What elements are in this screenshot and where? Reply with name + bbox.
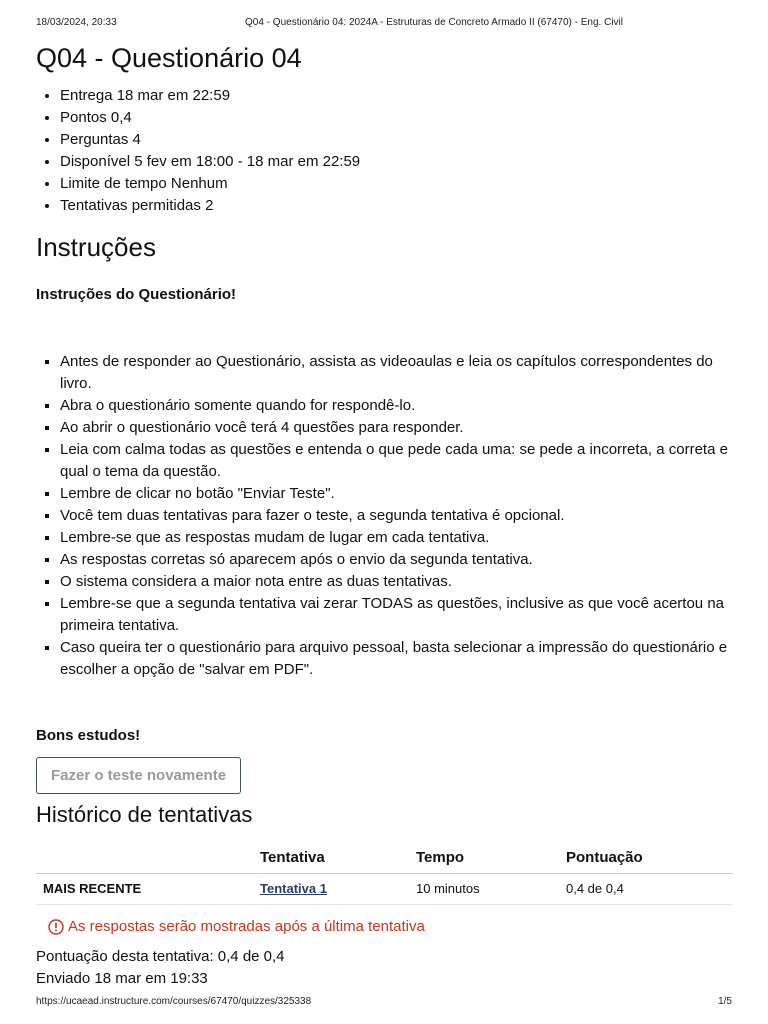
- print-url: https://ucaead.instructure.com/courses/67470/quizzes/325338: [36, 996, 312, 1007]
- instructions-list: [36, 351, 732, 681]
- instruction-item: ▪ Leia com calma todas as questões e entenda o que pede cada uma: se pede a incorreta, a correta e qual o tema da questão.: [60, 439, 732, 483]
- attempt-history-title: Histórico de tentativas: [36, 802, 253, 827]
- score-cell: 0,4 de 0,4: [559, 873, 733, 904]
- instructions-title: Instruções: [36, 232, 156, 262]
- time-cell: 10 minutos: [409, 873, 559, 904]
- quiz-content: [36, 41, 732, 990]
- column-header-time: Tempo: [409, 843, 559, 873]
- retake-quiz-button[interactable]: Fazer o teste novamente: [36, 757, 241, 794]
- instruction-item: ▪ Você tem duas tentativas para fazer o teste, a segunda tentativa é opcional.: [60, 505, 732, 527]
- print-datetime: 18/03/2024, 20:33: [36, 17, 117, 28]
- answers-warning: [48, 917, 732, 937]
- print-document-title: Q04 - Questionário 04: 2024A - Estruturas de Concreto Armado II (67470) - Eng. Civil: [245, 17, 623, 28]
- detail-time-limit: • Limite de tempo Nenhum: [60, 173, 732, 195]
- instruction-item: ▪ O sistema considera a maior nota entre as duas tentativas.: [60, 571, 732, 593]
- column-header-attempt: Tentativa: [253, 843, 409, 873]
- print-footer: [36, 996, 732, 1008]
- attempt-history-table: [36, 843, 733, 905]
- detail-available: • Disponível 5 fev em 18:00 - 18 mar em 22:59: [60, 151, 732, 173]
- instruction-item: ▪ Caso queira ter o questionário para arquivo pessoal, basta selecionar a impressão do questionário e escolher a opção de "salvar em PDF".: [60, 637, 732, 681]
- detail-attempts-allowed: • Tentativas permitidas 2: [60, 195, 732, 217]
- instruction-item: ▪ As respostas corretas só aparecem após o envio da segunda tentativa.: [60, 549, 732, 571]
- detail-questions: • Perguntas 4: [60, 129, 732, 151]
- quiz-details-list: [36, 85, 732, 217]
- alert-circle-icon: [48, 919, 64, 935]
- column-header-score: Pontuação: [559, 843, 733, 873]
- row-label: MAIS RECENTE: [36, 873, 253, 904]
- detail-points: • Pontos 0,4: [60, 107, 732, 129]
- attempt-score: Pontuação desta tentativa: 0,4 de 0,4: [36, 947, 285, 965]
- closing-text: Bons estudos!: [36, 727, 141, 744]
- instruction-item: ▪ Lembre-se que as respostas mudam de lugar em cada tentativa.: [60, 527, 732, 549]
- detail-due: • Entrega 18 mar em 22:59: [60, 85, 732, 107]
- instruction-item: ▪ Lembre de clicar no botão "Enviar Teste".: [60, 483, 732, 505]
- instructions-heading: Instruções do Questionário!: [36, 286, 237, 303]
- warning-text: As respostas serão mostradas após a última tentativa: [68, 917, 425, 935]
- instruction-item: ▪ Antes de responder ao Questionário, assista as videoaulas e leia os capítulos correspondentes do livro.: [60, 351, 732, 395]
- print-header: [36, 17, 732, 31]
- submitted-date: Enviado 18 mar em 19:33: [36, 969, 208, 987]
- instruction-item: ▪ Lembre-se que a segunda tentativa vai zerar TODAS as questões, inclusive as que você acertou na primeira tentativa.: [60, 593, 732, 637]
- table-header-row: [36, 843, 733, 873]
- instruction-item: ▪ Ao abrir o questionário você terá 4 questões para responder.: [60, 417, 732, 439]
- instruction-item: ▪ Abra o questionário somente quando for respondê-lo.: [60, 395, 732, 417]
- table-row: [36, 873, 733, 904]
- column-header-label: [36, 843, 253, 873]
- print-page-number: 1/5: [718, 996, 732, 1007]
- attempt-cell: [253, 873, 409, 904]
- page-title: Q04 - Questionário 04: [36, 43, 302, 73]
- attempt-link[interactable]: Tentativa 1: [260, 881, 327, 896]
